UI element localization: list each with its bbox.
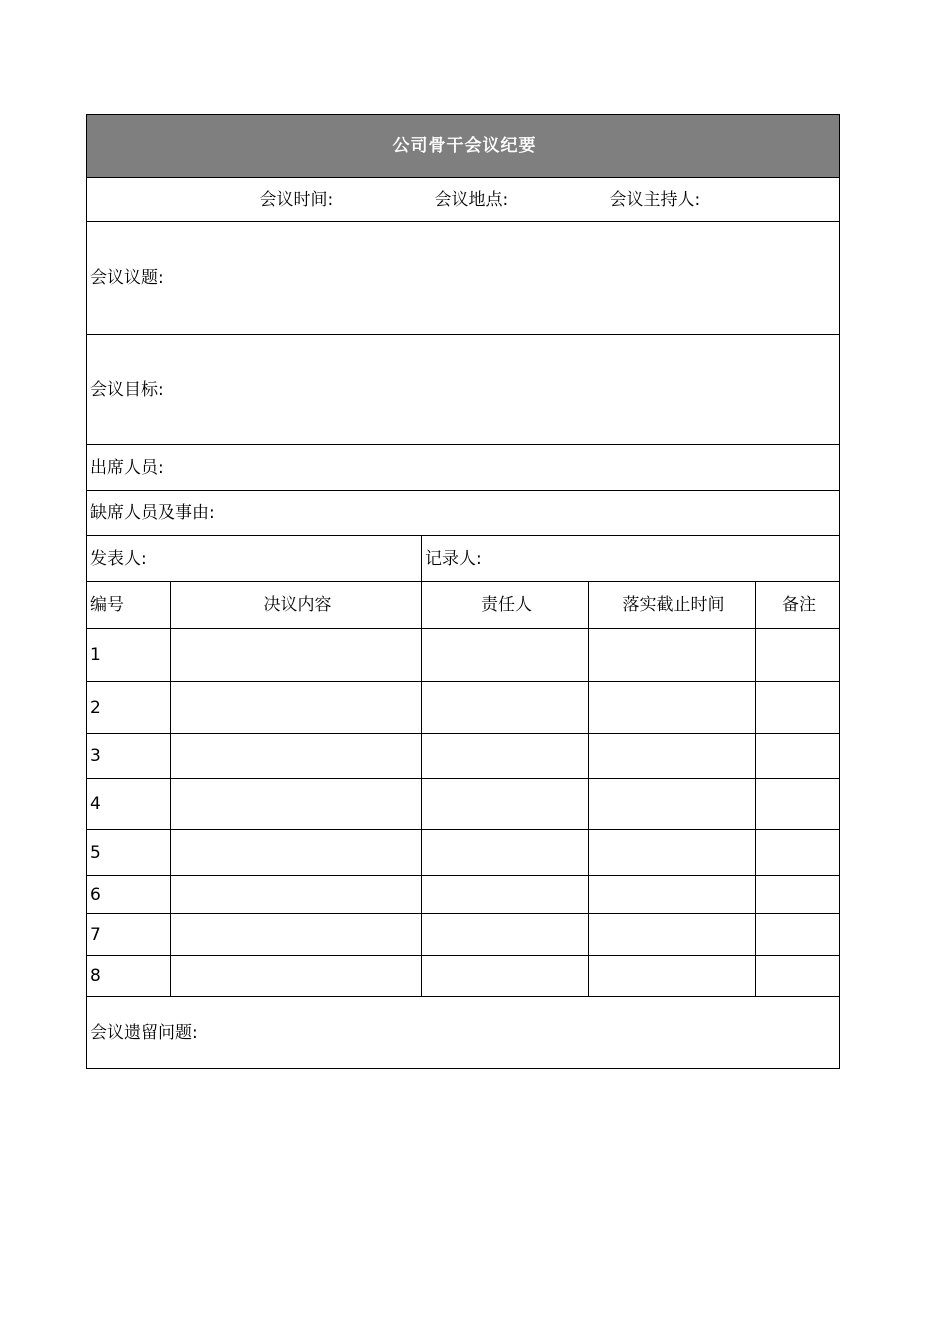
row-number: 1	[87, 629, 171, 682]
owner-cell[interactable]	[422, 956, 589, 997]
pending-issues-cell[interactable]	[87, 997, 840, 1069]
resolution-cell[interactable]	[171, 956, 422, 997]
remarks-cell[interactable]	[756, 956, 840, 997]
form-title: 公司骨干会议纪要	[87, 115, 840, 178]
remarks-cell[interactable]	[756, 629, 840, 682]
meta-cell[interactable]	[87, 178, 840, 222]
row-number: 2	[87, 682, 171, 734]
remarks-cell[interactable]	[756, 734, 840, 779]
presenter-recorder-row	[87, 536, 840, 582]
resolution-cell[interactable]	[171, 914, 422, 956]
table-row	[87, 876, 840, 914]
owner-cell[interactable]	[422, 830, 589, 876]
remarks-cell[interactable]	[756, 914, 840, 956]
owner-cell[interactable]	[422, 779, 589, 830]
attendees-row	[87, 445, 840, 491]
recorder-label: 记录人:	[425, 548, 482, 569]
resolution-cell[interactable]	[171, 682, 422, 734]
row-number: 5	[87, 830, 171, 876]
remarks-cell[interactable]	[756, 876, 840, 914]
deadline-cell[interactable]	[589, 914, 756, 956]
row-number: 6	[87, 876, 171, 914]
presenter-label: 发表人:	[90, 548, 147, 569]
owner-cell[interactable]	[422, 682, 589, 734]
resolution-cell[interactable]	[171, 629, 422, 682]
owner-cell[interactable]	[422, 629, 589, 682]
owner-cell[interactable]	[422, 914, 589, 956]
row-number: 4	[87, 779, 171, 830]
header-number: 编号	[87, 582, 171, 629]
table-row	[87, 682, 840, 734]
remarks-cell[interactable]	[756, 682, 840, 734]
row-number: 7	[87, 914, 171, 956]
pending-issues-row	[87, 997, 840, 1069]
resolution-cell[interactable]	[171, 830, 422, 876]
table-row	[87, 779, 840, 830]
table-row	[87, 734, 840, 779]
meeting-minutes-sheet	[86, 114, 839, 1069]
resolution-cell[interactable]	[171, 779, 422, 830]
resolution-cell[interactable]	[171, 734, 422, 779]
meta-row	[87, 178, 840, 222]
owner-cell[interactable]	[422, 876, 589, 914]
topic-row	[87, 222, 840, 335]
absentees-cell[interactable]	[87, 491, 840, 536]
row-number: 3	[87, 734, 171, 779]
row-number: 8	[87, 956, 171, 997]
deadline-cell[interactable]	[589, 734, 756, 779]
deadline-cell[interactable]	[589, 779, 756, 830]
recorder-cell[interactable]	[422, 536, 840, 582]
deadline-cell[interactable]	[589, 682, 756, 734]
owner-cell[interactable]	[422, 734, 589, 779]
topic-cell[interactable]	[87, 222, 840, 335]
goal-row	[87, 335, 840, 445]
table-header-row	[87, 582, 840, 629]
deadline-cell[interactable]	[589, 956, 756, 997]
goal-cell[interactable]	[87, 335, 840, 445]
remarks-cell[interactable]	[756, 779, 840, 830]
table-row	[87, 956, 840, 997]
header-owner: 责任人	[422, 582, 589, 629]
presenter-cell[interactable]	[87, 536, 422, 582]
topic-label: 会议议题:	[90, 268, 164, 288]
header-remarks: 备注	[756, 582, 840, 629]
table-row	[87, 830, 840, 876]
title-row	[87, 115, 840, 178]
goal-label: 会议目标:	[90, 379, 164, 400]
header-deadline: 落实截止时间	[589, 582, 756, 629]
meeting-time-label: 会议时间:	[259, 189, 334, 210]
meeting-place-label: 会议地点:	[434, 189, 509, 210]
absentees-row	[87, 491, 840, 536]
table-row	[87, 629, 840, 682]
deadline-cell[interactable]	[589, 629, 756, 682]
resolution-cell[interactable]	[171, 876, 422, 914]
attendees-label: 出席人员:	[90, 457, 164, 478]
deadline-cell[interactable]	[589, 830, 756, 876]
table-row	[87, 914, 840, 956]
header-resolution: 决议内容	[171, 582, 422, 629]
deadline-cell[interactable]	[589, 876, 756, 914]
pending-issues-label: 会议遗留问题:	[90, 1022, 198, 1043]
meeting-host-label: 会议主持人:	[609, 189, 701, 210]
meeting-minutes-table	[86, 114, 840, 1069]
remarks-cell[interactable]	[756, 830, 840, 876]
absentees-label: 缺席人员及事由:	[90, 503, 215, 523]
attendees-cell[interactable]	[87, 445, 840, 491]
